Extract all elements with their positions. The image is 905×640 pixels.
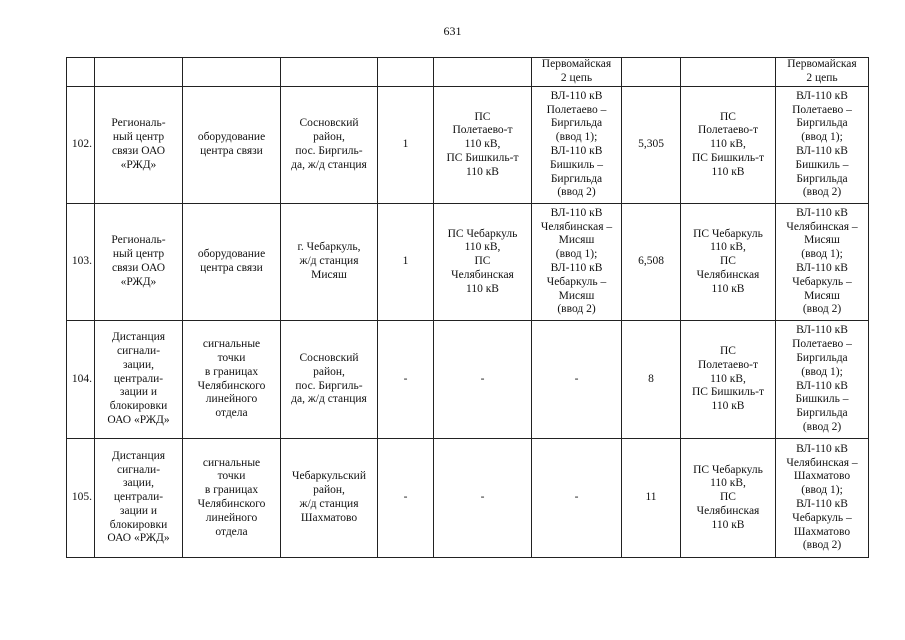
substation-a-cell: - [434,321,532,439]
category-cell: 1 [378,87,434,204]
consumer-cell: Дистанция сигнали- зации, централи- зации и блокировки ОАО «РЖД» [95,439,183,558]
substation-a-cell: ПС Чебаркуль 110 кВ, ПС Челябинская 110 кВ [434,204,532,321]
substation-a-cell: ПС Полетаево-т 110 кВ, ПС Бишкиль-т 110 кВ [434,87,532,204]
table-row [67,204,869,321]
category-cell: 1 [378,204,434,321]
substation-a-cell: - [434,439,532,558]
category-cell: - [378,321,434,439]
power-cell: 11 [622,439,681,558]
line-a-cell: - [532,321,622,439]
header-cell-empty [95,58,183,87]
row-number: 105. [67,439,95,558]
line-a-cell: - [532,439,622,558]
location-cell: Сосновский район, пос. Биргиль- да, ж/д станция [281,87,378,204]
header-cell-empty [281,58,378,87]
substation-b-cell: ПС Полетаево-т 110 кВ, ПС Бишкиль-т 110 кВ [681,87,776,204]
consumer-cell: Региональ- ный центр связи ОАО «РЖД» [95,204,183,321]
line-b-cell: ВЛ-110 кВ Полетаево – Биргильда (ввод 1); ВЛ-110 кВ Бишкиль – Биргильда (ввод 2) [776,321,869,439]
location-cell: Чебаркульский район, ж/д станция Шахматово [281,439,378,558]
table-row [67,439,869,558]
page-number: 631 [443,24,462,38]
consumer-cell: Дистанция сигнали- зации, централи- зации и блокировки ОАО «РЖД» [95,321,183,439]
row-number: 104. [67,321,95,439]
table-row [67,321,869,439]
substation-b-cell: ПС Полетаево-т 110 кВ, ПС Бишкиль-т 110 кВ [681,321,776,439]
power-cell: 8 [622,321,681,439]
header-cell-line-a: Первомайская 2 цепь [532,58,622,87]
header-cell-empty [183,58,281,87]
header-cell-empty [378,58,434,87]
equipment-cell: оборудование центра связи [183,204,281,321]
category-cell: - [378,439,434,558]
line-a-cell: ВЛ-110 кВ Челябинская – Мисяш (ввод 1); ВЛ-110 кВ Чебаркуль – Мисяш (ввод 2) [532,204,622,321]
table-row [67,87,869,204]
line-b-cell: ВЛ-110 кВ Челябинская – Мисяш (ввод 1); ВЛ-110 кВ Чебаркуль – Мисяш (ввод 2) [776,204,869,321]
consumer-cell: Региональ- ный центр связи ОАО «РЖД» [95,87,183,204]
header-cell-line-b: Первомайская 2 цепь [776,58,869,87]
line-a-cell: ВЛ-110 кВ Полетаево – Биргильда (ввод 1); ВЛ-110 кВ Бишкиль – Биргильда (ввод 2) [532,87,622,204]
substation-b-cell: ПС Чебаркуль 110 кВ, ПС Челябинская 110 кВ [681,204,776,321]
header-cell-empty [622,58,681,87]
equipment-cell: сигнальные точки в границах Челябинского линейного отдела [183,439,281,558]
power-cell: 5,305 [622,87,681,204]
substation-table [66,57,869,558]
location-cell: Сосновский район, пос. Биргиль- да, ж/д станция [281,321,378,439]
row-number: 102. [67,87,95,204]
table-header-row [67,58,869,87]
location-cell: г. Чебаркуль, ж/д станция Мисяш [281,204,378,321]
equipment-cell: сигнальные точки в границах Челябинского линейного отдела [183,321,281,439]
power-cell: 6,508 [622,204,681,321]
substation-b-cell: ПС Чебаркуль 110 кВ, ПС Челябинская 110 кВ [681,439,776,558]
line-b-cell: ВЛ-110 кВ Челябинская – Шахматово (ввод 1); ВЛ-110 кВ Чебаркуль – Шахматово (ввод 2) [776,439,869,558]
header-cell-empty [67,58,95,87]
line-b-cell: ВЛ-110 кВ Полетаево – Биргильда (ввод 1); ВЛ-110 кВ Бишкиль – Биргильда (ввод 2) [776,87,869,204]
row-number: 103. [67,204,95,321]
equipment-cell: оборудование центра связи [183,87,281,204]
header-cell-empty [681,58,776,87]
header-cell-empty [434,58,532,87]
